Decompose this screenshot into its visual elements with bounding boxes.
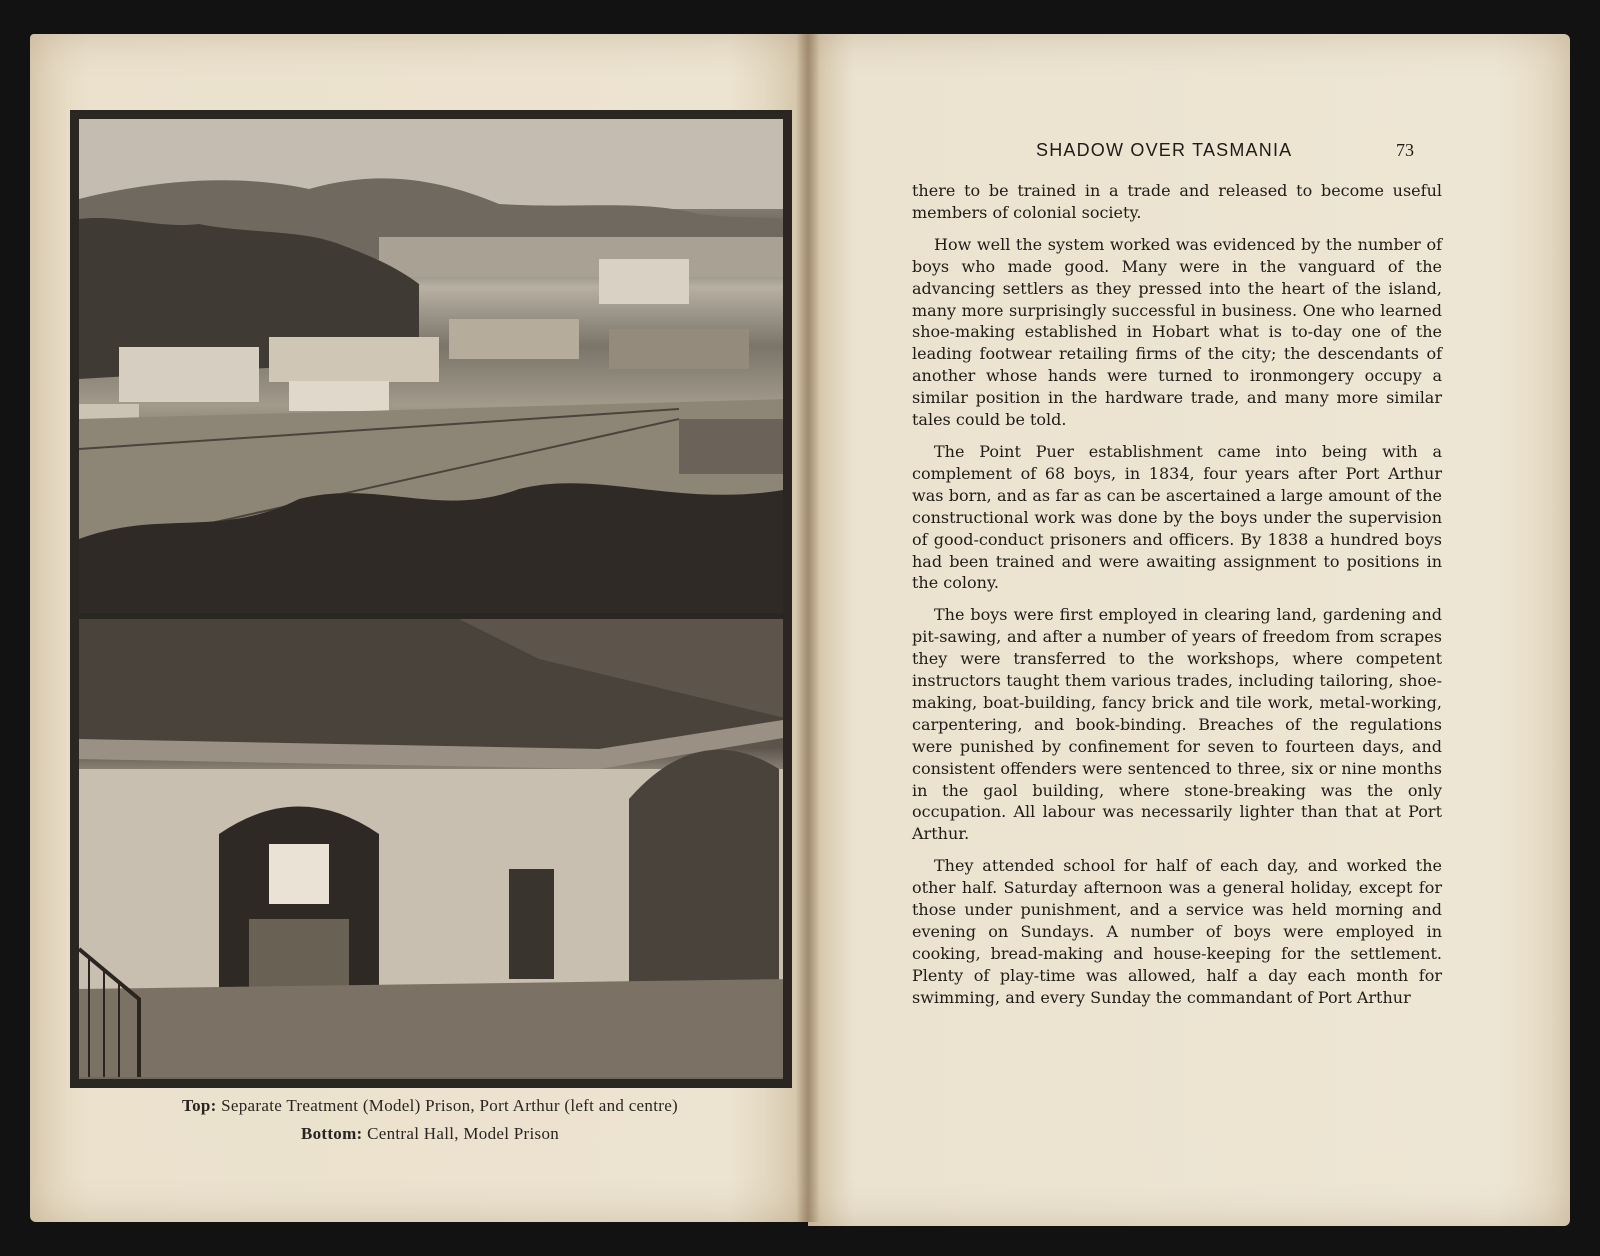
photo-central-hall	[79, 619, 783, 1079]
paragraph: there to be trained in a trade and released to become useful members of colonial society.	[912, 181, 1442, 222]
photo-model-prison-landscape	[79, 119, 783, 613]
book-gutter	[796, 34, 820, 1222]
paragraph: The Point Puer establishment came into being with a complement of 68 boys, in 1834, four years after Port Arthur was born, and as far as can be ascertained a large amount of the constructional work was done by the boys under the supervision of good-conduct prisoners and officers. By 1838 a hundred boys had been trained and were awaiting assignment to positions in the colony.	[912, 441, 1442, 593]
body-text	[912, 180, 1442, 1019]
paragraph: They attended school for half of each day, and worked the other half. Saturday afternoon was a general holiday, except for those under punishment, and a service was held morning and evening on Sundays. A number of boys were employed in cooking, bread-making and house-keeping for the settlement. Plenty of play-time was allowed, half a day each month for swimming, and every Sunday the commandant of Port Arthur	[912, 856, 1442, 1007]
photo-frame	[70, 110, 792, 1088]
paragraph: The boys were first employed in clearing land, gardening and pit-sawing, and after a number of years of freedom from scrapes they were transferred to the workshops, where competent instructors taught them various trades, including tailoring, shoe-making, boat-building, fancy brick and tile work, metal-working, carpentering, and book-binding. Breaches of the regulations were punished by confinement for seven to fourteen days, and consistent offenders were sentenced to three, six or nine months in the gaol building, where stone-breaking was the only occupation. All labour was necessarily lighter than that at Port Arthur.	[912, 605, 1442, 844]
caption-top-label: Top:	[181, 1096, 217, 1115]
paragraph: How well the system worked was evidenced by the number of boys who made good. Many were in the vanguard of the advancing settlers as they pressed into the heart of the island, many more surprisingly successful in business. One who learned shoe-making established in Hobart what is to-day one of the leading footwear retailing firms of the city; the descendants of another whose hands were turned to ironmongery occupy a similar position in the hardware trade, and many more similar tales could be told.	[912, 234, 1442, 430]
caption-top	[60, 1096, 800, 1116]
caption-bottom	[60, 1124, 800, 1144]
central-hall-illustration	[79, 619, 783, 1077]
page-number: 73	[1396, 140, 1414, 160]
caption-top-text: Separate Treatment (Model) Prison, Port Arthur (left and centre)	[221, 1096, 678, 1115]
caption-bottom-text: Central Hall, Model Prison	[367, 1124, 560, 1143]
caption-bottom-label: Bottom:	[300, 1124, 363, 1143]
landscape-illustration	[79, 119, 783, 613]
running-head: SHADOW OVER TASMANIA	[1036, 140, 1293, 160]
